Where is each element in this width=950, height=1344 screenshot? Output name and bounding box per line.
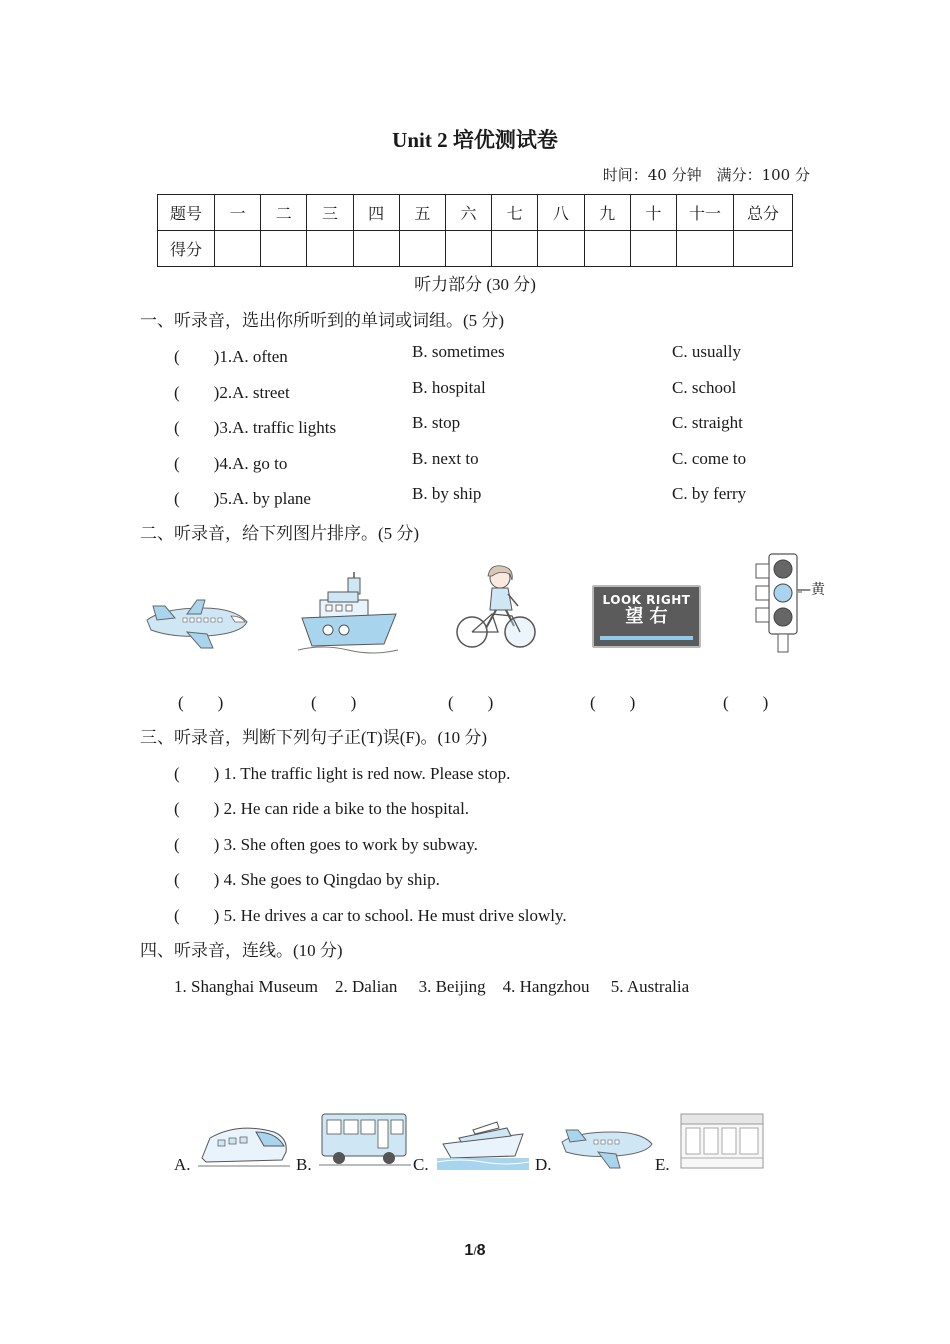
score-table bbox=[157, 194, 793, 267]
page-number bbox=[0, 1242, 950, 1260]
page-title: Unit 2 培优测试卷 bbox=[392, 128, 558, 152]
score-input-cell[interactable] bbox=[399, 231, 445, 267]
look-right-sign-picture bbox=[592, 585, 701, 648]
score-input-cell[interactable] bbox=[215, 231, 261, 267]
tf-statement-2: ( ) 2. He can ride a bike to the hospital. bbox=[174, 799, 470, 818]
section4-heading: 四、听录音，连线。(10 分) bbox=[140, 941, 343, 960]
table-cell: 七 bbox=[492, 195, 538, 231]
tf-statement-4: ( ) 4. She goes to Qingdao by ship. bbox=[174, 870, 440, 889]
answer-blank[interactable]: ( ) bbox=[178, 693, 224, 712]
question-3-option-a: ( )3.A. traffic lights bbox=[174, 418, 337, 437]
question-4-option-c: C. come to bbox=[672, 449, 747, 468]
question-4-option-b: B. next to bbox=[412, 449, 479, 468]
page-separator: / bbox=[473, 1244, 477, 1258]
score-input-cell[interactable] bbox=[630, 231, 676, 267]
table-cell: 总分 bbox=[734, 195, 793, 231]
sign-stripe bbox=[600, 636, 693, 640]
current-page: 1 bbox=[464, 1242, 474, 1259]
option-letter-a: A. bbox=[174, 1155, 191, 1174]
table-cell: 六 bbox=[445, 195, 491, 231]
answer-blank[interactable]: ( ) bbox=[448, 693, 494, 712]
option-letter-b: B. bbox=[296, 1155, 312, 1174]
question-2-option-a: ( )2.A. street bbox=[174, 383, 290, 402]
score-input-cell[interactable] bbox=[261, 231, 307, 267]
table-cell: 八 bbox=[538, 195, 584, 231]
section2-heading: 二、听录音，给下列图片排序。(5 分) bbox=[140, 524, 420, 543]
table-cell: 十 bbox=[630, 195, 676, 231]
question-2-option-c: C. school bbox=[672, 378, 737, 397]
score-input-cell[interactable] bbox=[353, 231, 399, 267]
score-input-cell[interactable] bbox=[445, 231, 491, 267]
answer-blank[interactable]: ( ) bbox=[590, 693, 636, 712]
table-cell: 九 bbox=[584, 195, 630, 231]
traffic-light-picture bbox=[752, 552, 802, 654]
score-input-cell[interactable] bbox=[584, 231, 630, 267]
table-cell: 题号 bbox=[158, 195, 215, 231]
score-input-cell[interactable] bbox=[677, 231, 734, 267]
ship-picture bbox=[298, 570, 400, 654]
airplane-picture-small bbox=[558, 1120, 656, 1172]
table-cell: 三 bbox=[307, 195, 353, 231]
bicycle-picture bbox=[452, 564, 542, 654]
answer-blank[interactable]: ( ) bbox=[723, 693, 769, 712]
train-picture bbox=[198, 1118, 290, 1170]
light-label-yellow bbox=[797, 579, 825, 599]
table-cell: 二 bbox=[261, 195, 307, 231]
score-input-cell[interactable] bbox=[492, 231, 538, 267]
total-pages: 8 bbox=[476, 1242, 486, 1259]
tf-statement-1: ( ) 1. The traffic light is red now. Please stop. bbox=[174, 764, 511, 783]
table-cell: 四 bbox=[353, 195, 399, 231]
tf-statement-3: ( ) 3. She often goes to work by subway. bbox=[174, 835, 478, 854]
listening-part-label: 听力部分 (30 分) bbox=[414, 275, 536, 294]
places-list: 1. Shanghai Museum 2. Dalian 3. Beijing 4. Hangzhou 5. Australia bbox=[174, 977, 690, 996]
question-4-option-a: ( )4.A. go to bbox=[174, 454, 288, 473]
light-label-text: 黄 bbox=[811, 582, 825, 598]
question-1-option-a: ( )1.A. often bbox=[174, 347, 288, 366]
sign-text-chinese: 望 右 bbox=[625, 606, 668, 627]
question-1-option-c: C. usually bbox=[672, 342, 741, 361]
table-cell: 一 bbox=[215, 195, 261, 231]
score-input-cell[interactable] bbox=[734, 231, 793, 267]
table-cell: 得分 bbox=[158, 231, 215, 267]
score-input-cell[interactable] bbox=[538, 231, 584, 267]
question-1-option-b: B. sometimes bbox=[412, 342, 505, 361]
time-score-info: 时间：40 分钟 满分：100 分 bbox=[602, 166, 810, 184]
question-3-option-b: B. stop bbox=[412, 413, 461, 432]
score-input-cell[interactable] bbox=[307, 231, 353, 267]
option-letter-c: C. bbox=[413, 1155, 429, 1174]
label-line-icon: — bbox=[797, 582, 811, 598]
section3-heading: 三、听录音，判断下列句子正(T)误(F)。(10 分) bbox=[140, 728, 488, 747]
building-picture bbox=[680, 1112, 764, 1170]
section1-heading: 一、听录音，选出你所听到的单词或词组。(5 分) bbox=[140, 311, 505, 330]
sign-text-english: LOOK RIGHT bbox=[602, 593, 691, 607]
question-2-option-b: B. hospital bbox=[412, 378, 486, 397]
option-letter-e: E. bbox=[655, 1155, 670, 1174]
cruise-ship-picture bbox=[437, 1110, 529, 1170]
question-5-option-c: C. by ferry bbox=[672, 484, 747, 503]
question-5-option-b: B. by ship bbox=[412, 484, 482, 503]
question-5-option-a: ( )5.A. by plane bbox=[174, 489, 311, 508]
table-cell: 十一 bbox=[677, 195, 734, 231]
airplane-picture bbox=[143, 594, 251, 654]
question-3-option-c: C. straight bbox=[672, 413, 743, 432]
table-cell: 五 bbox=[399, 195, 445, 231]
score-table-header-row bbox=[158, 195, 793, 231]
tf-statement-5: ( ) 5. He drives a car to school. He must drive slowly. bbox=[174, 906, 567, 925]
score-table-score-row bbox=[158, 231, 793, 267]
answer-blank[interactable]: ( ) bbox=[311, 693, 357, 712]
bus-picture bbox=[319, 1110, 411, 1168]
option-letter-d: D. bbox=[535, 1155, 552, 1174]
